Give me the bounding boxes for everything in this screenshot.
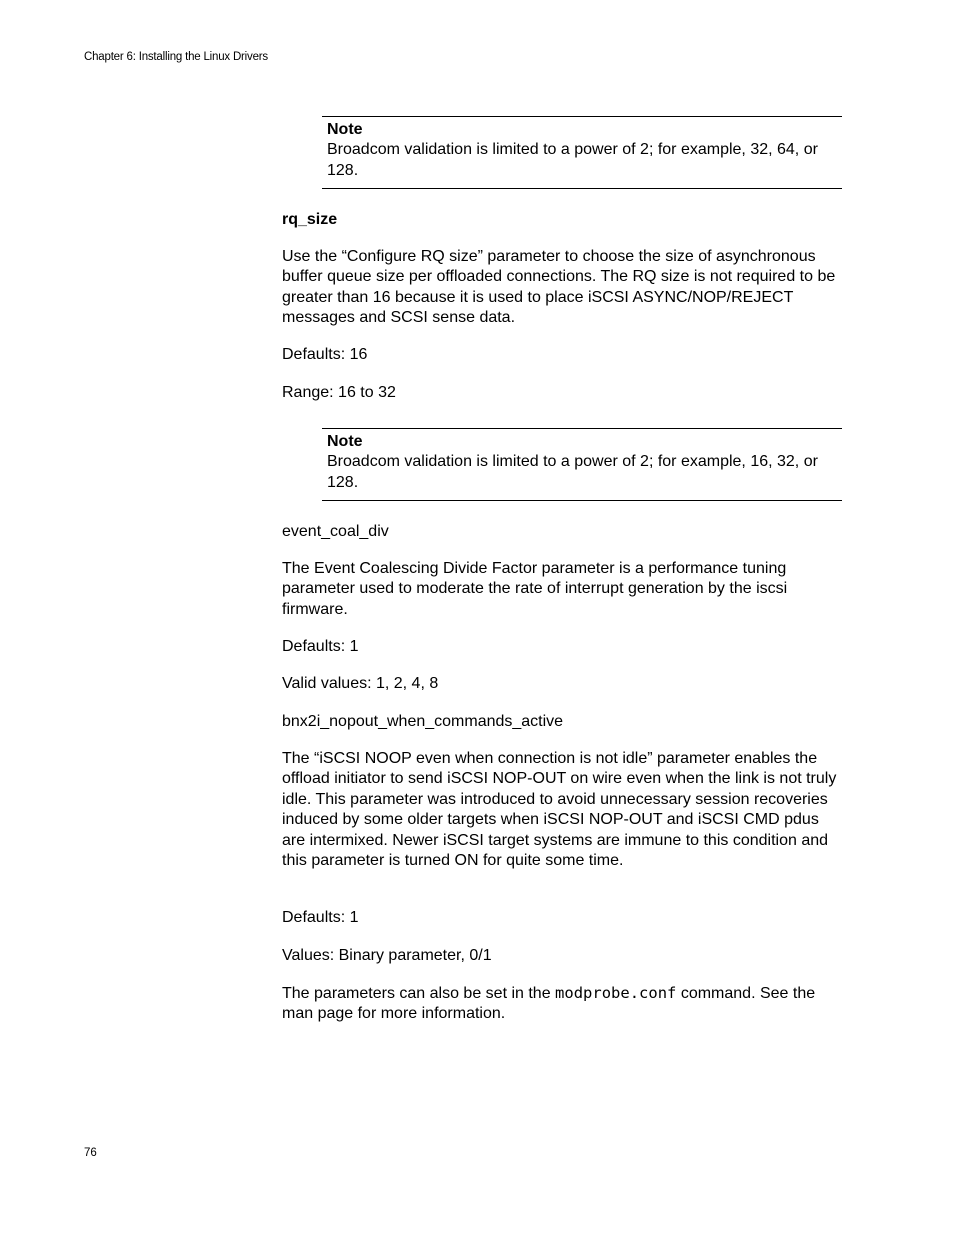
section-heading-nopout: bnx2i_nopout_when_commands_active	[282, 713, 564, 730]
nopout-values: Values: Binary parameter, 0/1	[282, 947, 492, 964]
nopout-description: The “iSCSI NOOP even when connection is not idle” parameter enables the offload initiator to send iSCSI NOP-OUT on wire even when the link is not truly idle. This parameter was introduced to avoid unnecessary session recoveries induced by some older targets when iSCSI NOP-OUT and iSCSI CMD pdus are intermixed. Newer iSCSI target systems are immune to this condition and this parameter is turned ON for quite some time.	[282, 750, 837, 870]
closing-paragraph	[282, 983, 842, 1025]
rq-size-range: Range: 16 to 32	[282, 384, 396, 401]
page-number: 76	[84, 1147, 97, 1159]
code-modprobe-conf: modprobe.conf	[555, 984, 677, 1002]
closing-text-after: command. See the man page for more information.	[282, 985, 816, 1023]
event-coal-div-description: The Event Coalescing Divide Factor parameter is a performance tuning parameter used to moderate the rate of interrupt generation by the iscsi firmware.	[282, 560, 788, 618]
note-box-power-of-two	[322, 116, 842, 189]
rq-size-defaults: Defaults: 16	[282, 346, 368, 363]
nopout-defaults: Defaults: 1	[282, 909, 359, 926]
rq-size-description: Use the “Configure RQ size” parameter to choose the size of asynchronous buffer queue size per offloaded connections. The RQ size is not required to be greater than 16 because it is used to place iSCSI ASYNC/NOP/REJECT messages and SCSI sense data.	[282, 248, 836, 327]
note-text: Broadcom validation is limited to a power of 2; for example, 16, 32, or 128.	[327, 453, 818, 491]
note-text: Broadcom validation is limited to a power of 2; for example, 32, 64, or 128.	[327, 141, 818, 179]
note-box-rq-size	[322, 428, 842, 501]
running-header: Chapter 6: Installing the Linux Drivers	[84, 51, 268, 63]
section-heading-event-coal-div: event_coal_div	[282, 523, 389, 540]
note-title: Note	[327, 433, 363, 450]
event-coal-div-valid-values: Valid values: 1, 2, 4, 8	[282, 675, 439, 692]
note-title: Note	[327, 121, 363, 138]
closing-text-before: The parameters can also be set in the	[282, 985, 556, 1002]
event-coal-div-defaults: Defaults: 1	[282, 638, 359, 655]
section-heading-rq-size: rq_size	[282, 211, 338, 228]
